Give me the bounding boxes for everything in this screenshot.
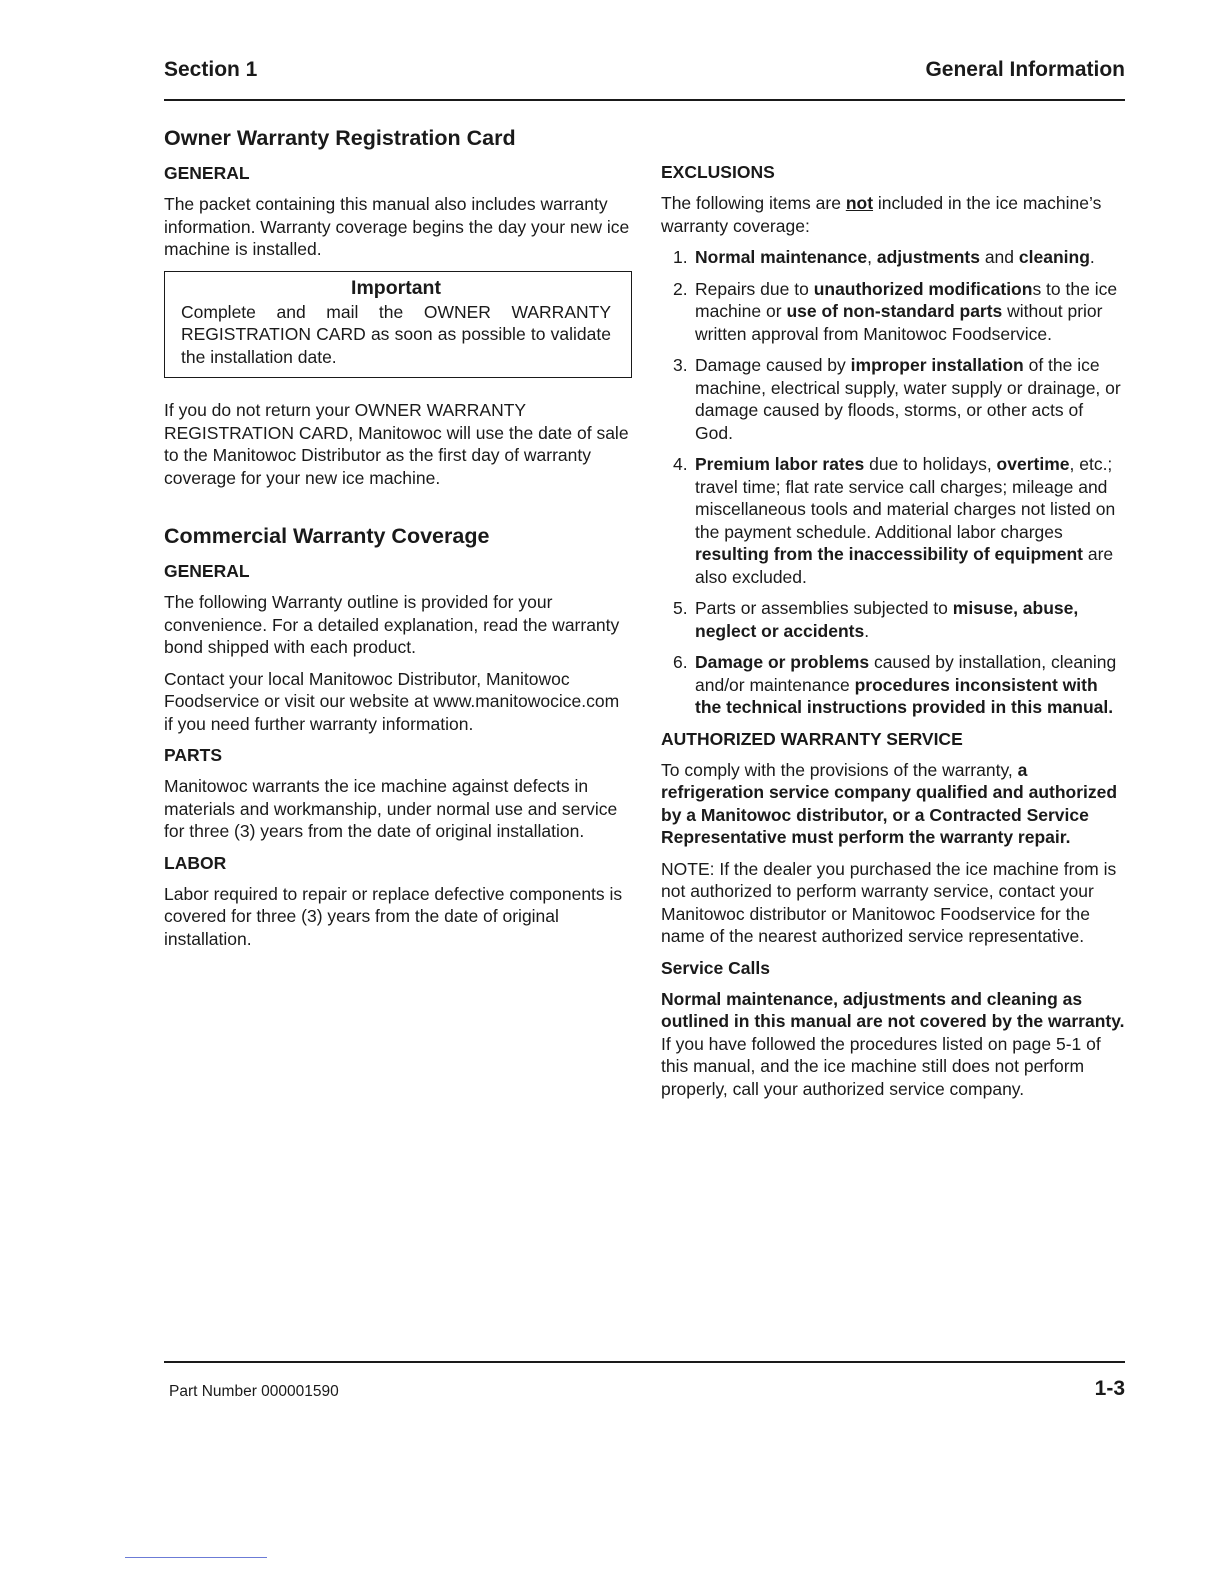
part-number: Part Number 000001590 xyxy=(169,1383,339,1400)
contact-paragraph: Contact your local Manitowoc Distributor, Manitowoc Foodservice or visit our website at www.manitowocice.com if you need further warranty information. xyxy=(164,668,620,734)
list-item: 3. Damage caused by improper installation of the ice machine, electrical supply, water supply or drainage, or damage caused by floods, storms, or other acts of God. xyxy=(673,355,1121,443)
not-emphasis: not xyxy=(845,193,874,213)
list-item: 5. Parts or assemblies subjected to misuse, abuse, neglect or accidents. xyxy=(673,598,1079,641)
page-number: 1-3 xyxy=(1094,1377,1125,1400)
list-item: 2. Repairs due to unauthorized modifications to the ice machine or use of non-standard parts without prior written approval from Manitowoc Foodservice. xyxy=(673,278,1118,344)
authorized-service-paragraph: To comply with the provisions of the warranty, a refrigeration service company qualified and authorized by a Manitowoc distributor, or a Contracted Service Representative must perform the warranty repair. xyxy=(661,759,1118,847)
service-calls-paragraph: Normal maintenance, adjustments and cleaning as outlined in this manual are not covered by the warranty. If you have followed the procedures listed on page 5-1 of this manual, and the ice machine still does not perform properly, call your authorized service company. xyxy=(661,988,1125,1099)
list-item: 4. Premium labor rates due to holidays, overtime, etc.; travel time; flat rate service call charges; mileage and miscellaneous tools and material charges not listed on the payment schedule. Additional labor charges resulting from the inaccessibility of equipment are also excluded. xyxy=(673,454,1116,587)
general-heading-2: GENERAL xyxy=(164,561,250,581)
exclusions-list xyxy=(661,246,1125,719)
list-item: 6. Damage or problems caused by installation, cleaning and/or maintenance procedures inconsistent with the technical instructions provided in this manual. xyxy=(673,652,1117,717)
general-heading-1: GENERAL xyxy=(164,163,250,183)
footer-rule xyxy=(164,1361,1125,1363)
service-calls-heading: Service Calls xyxy=(661,957,770,978)
authorized-service-heading: AUTHORIZED WARRANTY SERVICE xyxy=(661,728,963,749)
chapter-title: General Information xyxy=(925,58,1125,81)
left-column xyxy=(164,124,632,959)
labor-heading: LABOR xyxy=(164,852,227,873)
exclusions-intro: The following items are not included in the ice machine’s warranty coverage: xyxy=(661,193,1102,236)
important-title: Important xyxy=(351,276,441,299)
parts-paragraph: Manitowoc warrants the ice machine against defects in materials and workmanship, under normal use and service for three (3) years from the date of original installation. xyxy=(164,776,618,841)
document-page xyxy=(164,0,1125,1584)
important-text: Complete and mail the OWNER WARRANTY REGISTRATION CARD as soon as possible to validate the installation date. xyxy=(181,301,611,367)
general-paragraph-2: The following Warranty outline is provided for your convenience. For a detailed explanation, read the warranty bond shipped with each product. xyxy=(164,592,620,657)
exclusions-heading: EXCLUSIONS xyxy=(661,162,775,182)
important-box xyxy=(164,271,632,379)
owner-warranty-title: Owner Warranty Registration Card xyxy=(164,126,516,150)
return-paragraph: If you do not return your OWNER WARRANTY REGISTRATION CARD, Manitowoc will use the date of sale to the Manitowoc Distributor as the first day of warranty coverage for your new ice machine. xyxy=(164,400,629,488)
parts-heading: PARTS xyxy=(164,745,223,765)
header-rule xyxy=(164,99,1125,101)
labor-paragraph: Labor required to repair or replace defective components is covered for three (3) years from the date of original installation. xyxy=(164,883,623,949)
right-column xyxy=(661,161,1125,1109)
page-header xyxy=(164,58,1125,88)
note-paragraph: NOTE: If the dealer you purchased the ice machine from is not authorized to perform warranty service, contact your Manitowoc distributor or Manitowoc Foodservice for the name of the nearest authorized service representative. xyxy=(661,858,1117,946)
commercial-warranty-title: Commercial Warranty Coverage xyxy=(164,524,490,548)
stray-line xyxy=(125,1557,267,1558)
list-item: 1. Normal maintenance, adjustments and cleaning. xyxy=(673,247,1095,267)
section-label: Section 1 xyxy=(164,58,258,81)
general-paragraph-1: The packet containing this manual also includes warranty information. Warranty coverage begins the day your new ice machine is installed. xyxy=(164,194,630,259)
